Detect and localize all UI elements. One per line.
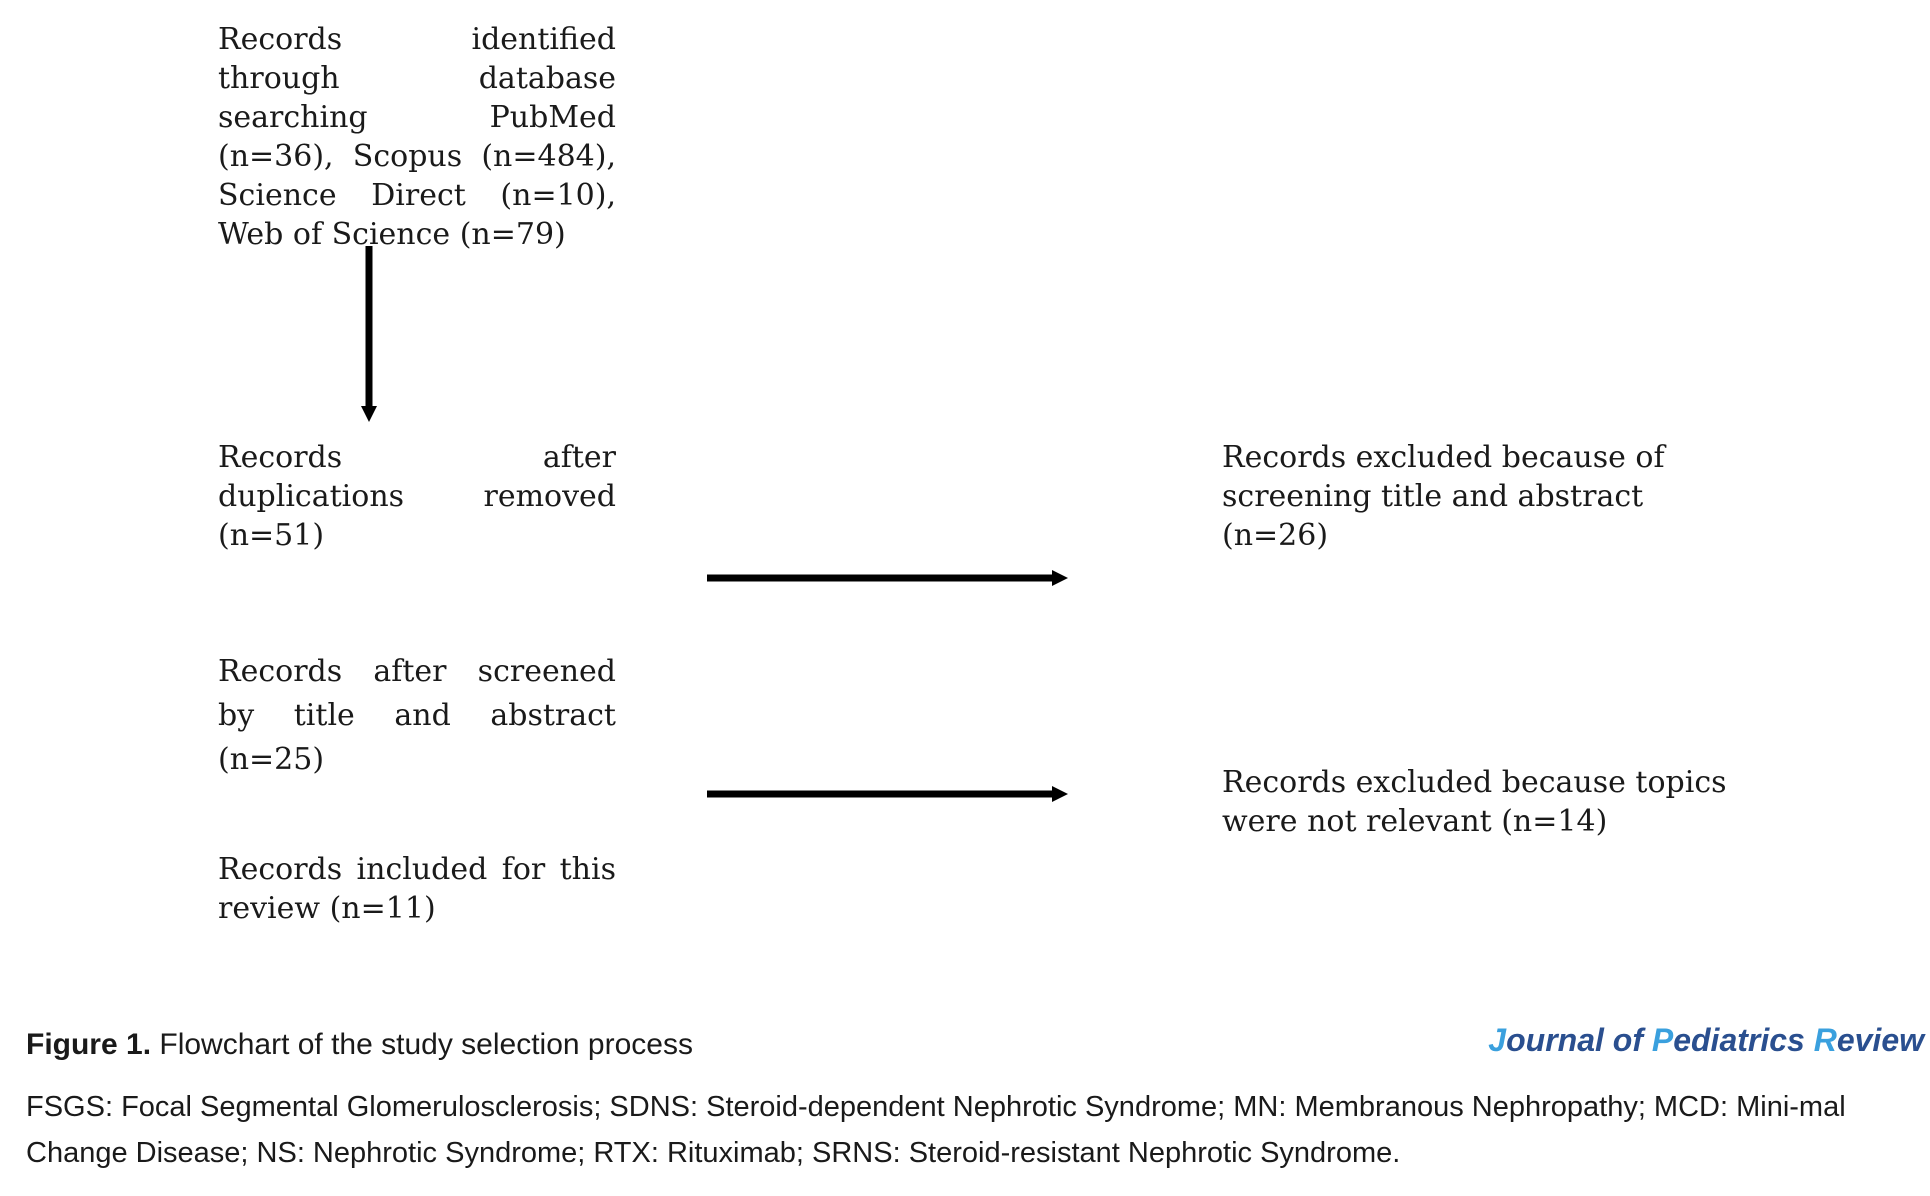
- records-after-duplicates-box: Records after duplications removed (n=51): [218, 440, 616, 553]
- journal-logo-r: R: [1813, 1022, 1837, 1058]
- journal-logo-part6: eview: [1836, 1022, 1924, 1058]
- journal-logo-part2: ournal of: [1506, 1022, 1652, 1058]
- figure-caption-text: Flowchart of the study selection process: [159, 1028, 693, 1061]
- figure-label: Figure 1.: [26, 1028, 152, 1061]
- journal-logo: [1488, 1022, 1924, 1059]
- journal-logo-part4: ediatrics: [1673, 1022, 1814, 1058]
- arrow-right-to-excluded-screening: [707, 570, 1068, 586]
- journal-logo-p: P: [1651, 1022, 1674, 1058]
- records-identified-box: Records identified through database searching PubMed (n=36), Scopus (n=484), Science Direct (n=10), Web of Science (n=79): [218, 22, 616, 252]
- arrow-right-to-excluded-topics: [707, 786, 1068, 802]
- records-after-screening-box: Records after screened by title and abstract (n=25): [218, 654, 616, 777]
- records-excluded-screening-box: Records excluded because of screening title and abstract (n=26): [1222, 440, 1665, 553]
- records-included-box: Records included for this review (n=11): [218, 852, 616, 926]
- abbreviations-note: FSGS: Focal Segmental Glomerulosclerosis; SDNS: Steroid-dependent Nephrotic Syndrome; MN: Membranous Nephropathy; MCD: Mini-mal Change Disease; NS: Nephrotic Syndrome; RTX: Rituximab; SRNS: Steroid-resistant Nephrotic Syndrome.: [26, 1091, 1846, 1169]
- journal-logo-j: J: [1488, 1022, 1507, 1058]
- records-excluded-topics-box: Records excluded because topics were not relevant (n=14): [1222, 765, 1727, 839]
- arrow-down-identified-to-duplicates: [361, 246, 377, 422]
